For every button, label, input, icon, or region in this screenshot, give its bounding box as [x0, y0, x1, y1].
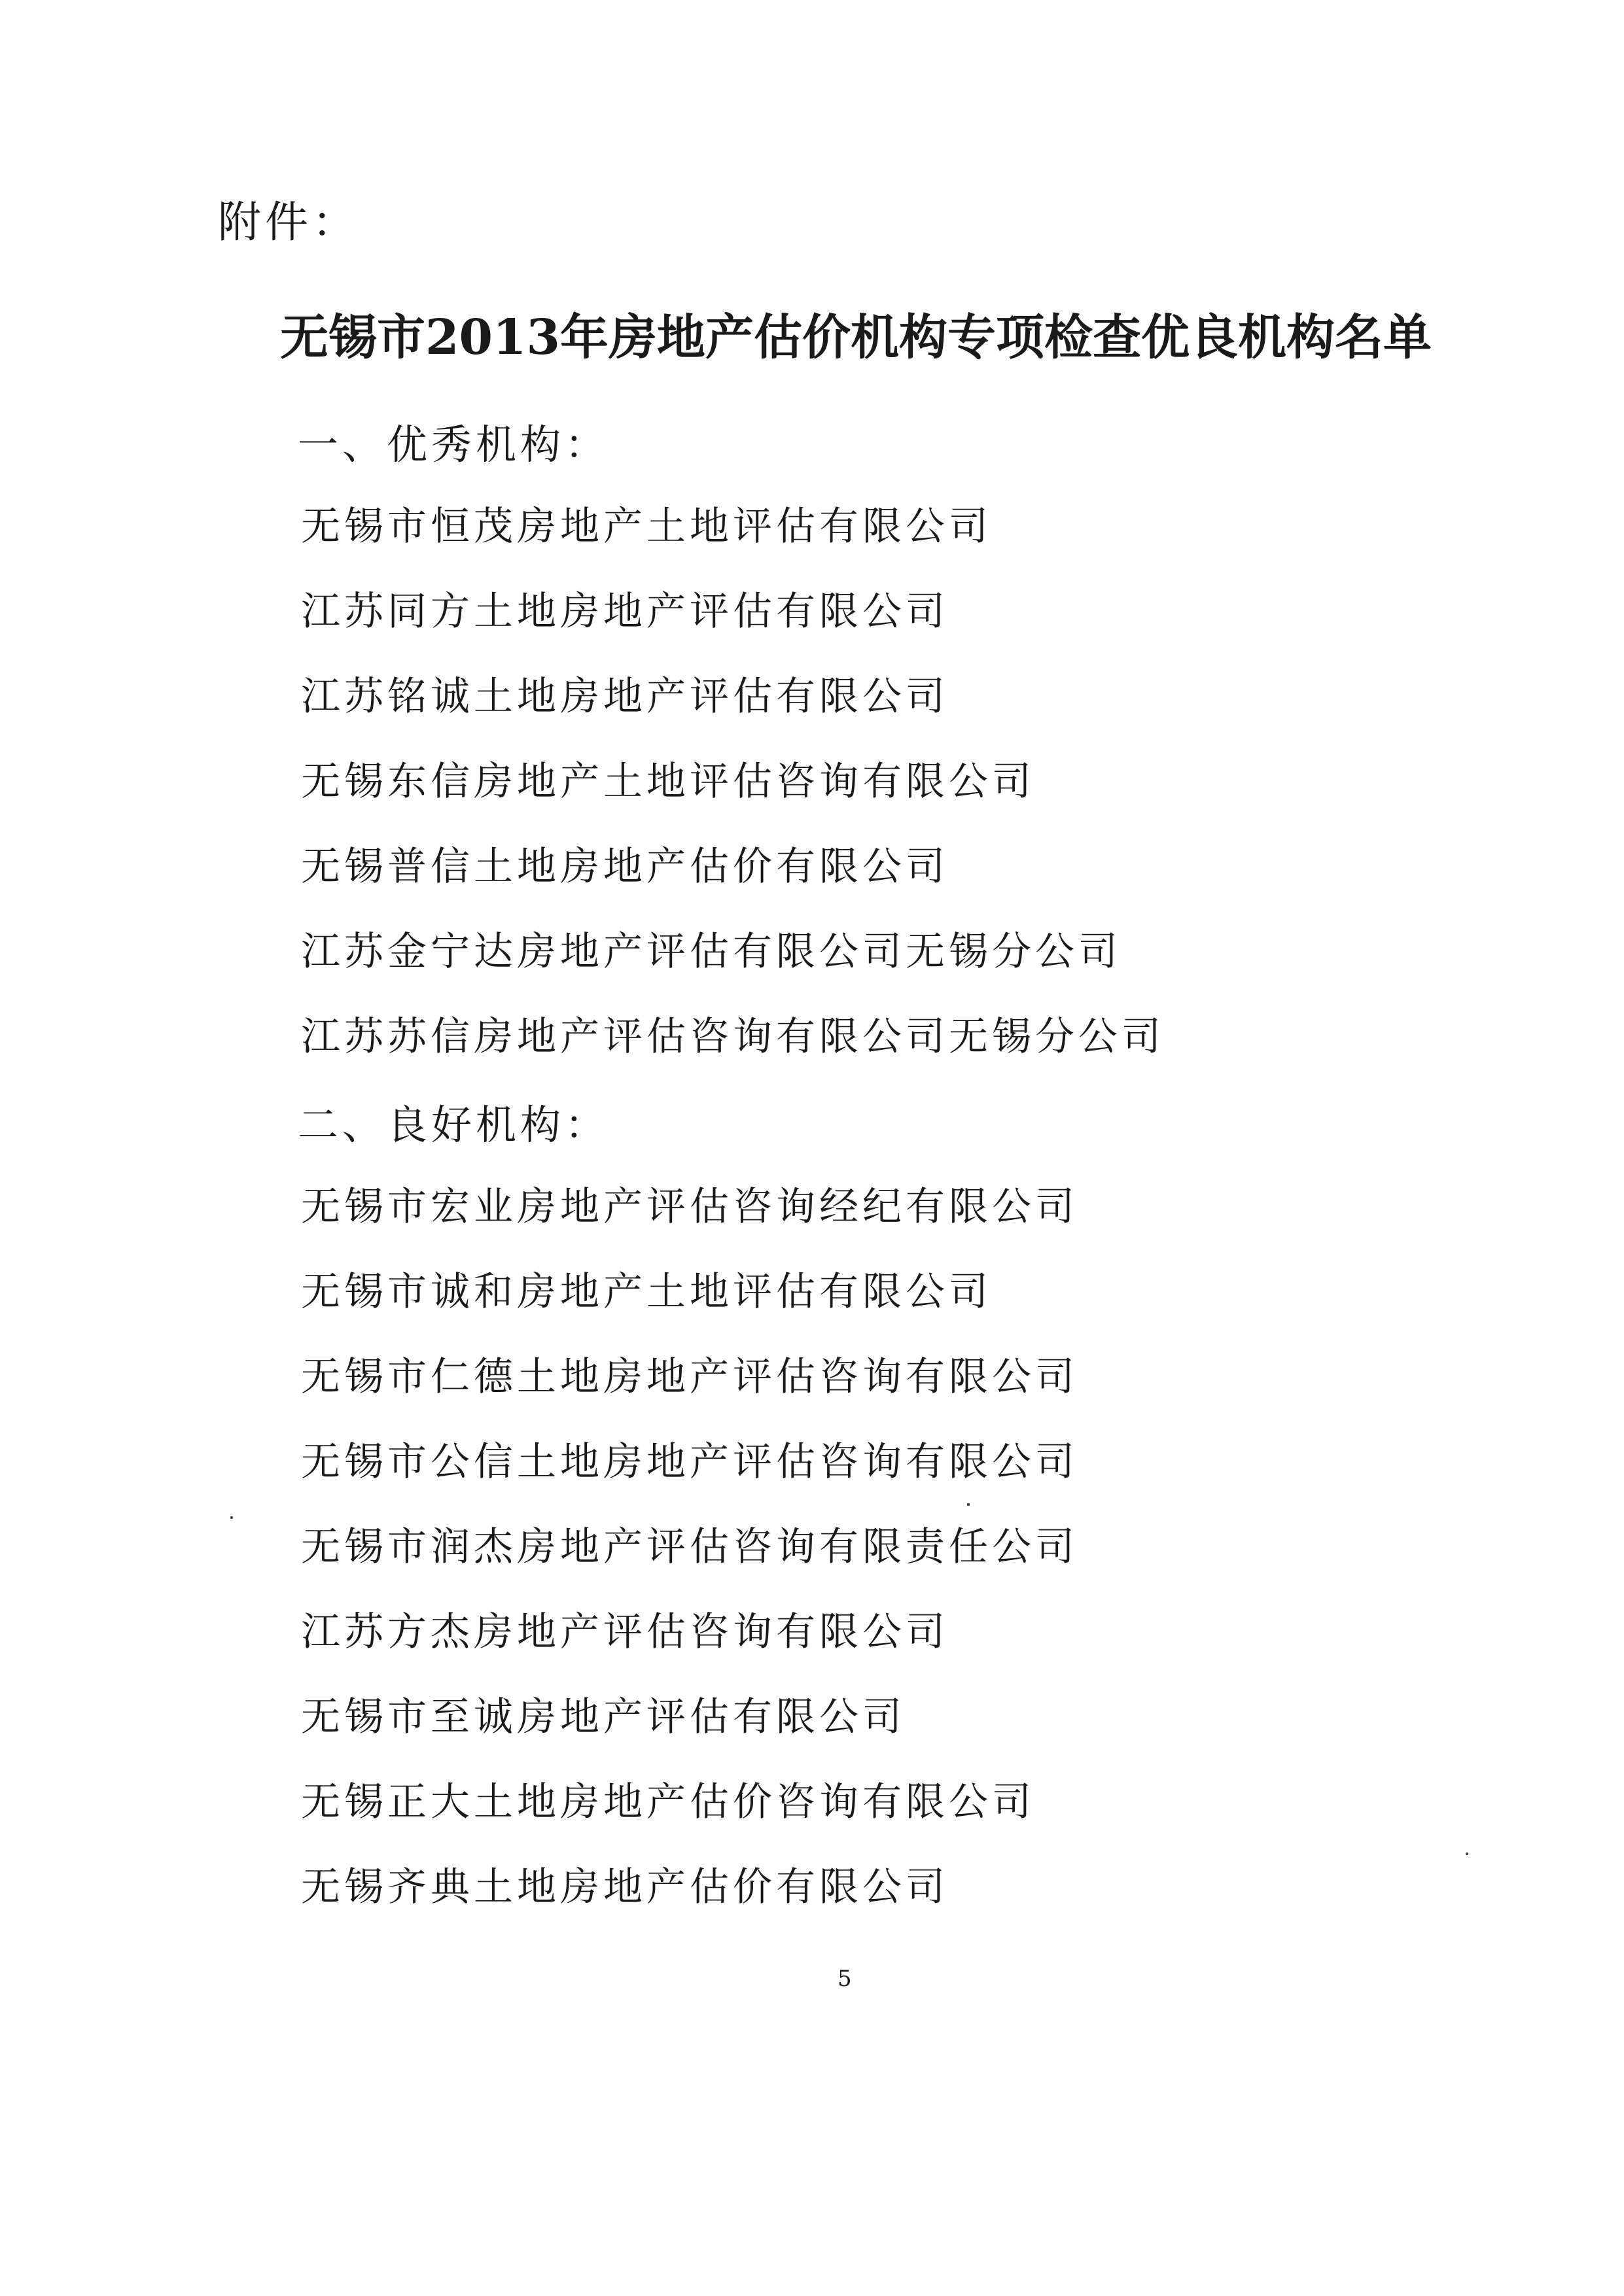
list-item: 无锡东信房地产土地评估咨询有限公司	[301, 759, 1035, 805]
document-title: 无锡市2013年房地产估价机构专项检查优良机构名单	[280, 309, 1432, 366]
scan-speck	[967, 1503, 970, 1506]
list-item: 无锡正大土地房地产估价咨询有限公司	[301, 1779, 1035, 1825]
list-item: 江苏同方土地房地产评估有限公司	[301, 589, 949, 635]
good-org-list	[301, 1181, 1078, 1946]
attachment-label: 附件：	[218, 197, 359, 247]
scan-speck	[230, 1516, 233, 1519]
list-item: 无锡普信土地房地产估价有限公司	[301, 844, 949, 890]
list-item: 无锡市仁德土地房地产评估咨询有限公司	[301, 1354, 1078, 1400]
list-item: 无锡市诚和房地产土地评估有限公司	[301, 1269, 992, 1315]
list-item: 无锡市宏业房地产评估咨询经纪有限公司	[301, 1184, 1078, 1230]
list-item: 无锡市至诚房地产评估有限公司	[301, 1694, 906, 1740]
list-item: 江苏苏信房地产评估咨询有限公司无锡分公司	[301, 1014, 1165, 1060]
list-item: 江苏方杰房地产评估咨询有限公司	[301, 1609, 949, 1655]
page-number: 5	[838, 1966, 852, 1992]
section-heading-excellent: 一、优秀机构：	[298, 421, 610, 468]
excellent-org-list	[301, 500, 1165, 1096]
list-item: 无锡市公信土地房地产评估咨询有限公司	[301, 1439, 1078, 1485]
list-item: 无锡齐典土地房地产估价有限公司	[301, 1864, 949, 1910]
scan-speck	[1466, 1852, 1468, 1855]
section-heading-good: 二、良好机构：	[298, 1101, 610, 1149]
list-item: 无锡市润杰房地产评估咨询有限责任公司	[301, 1524, 1078, 1570]
list-item: 江苏铭诚土地房地产评估有限公司	[301, 674, 949, 720]
list-item: 无锡市恒茂房地产土地评估有限公司	[301, 504, 992, 549]
list-item: 江苏金宁达房地产评估有限公司无锡分公司	[301, 929, 1121, 975]
